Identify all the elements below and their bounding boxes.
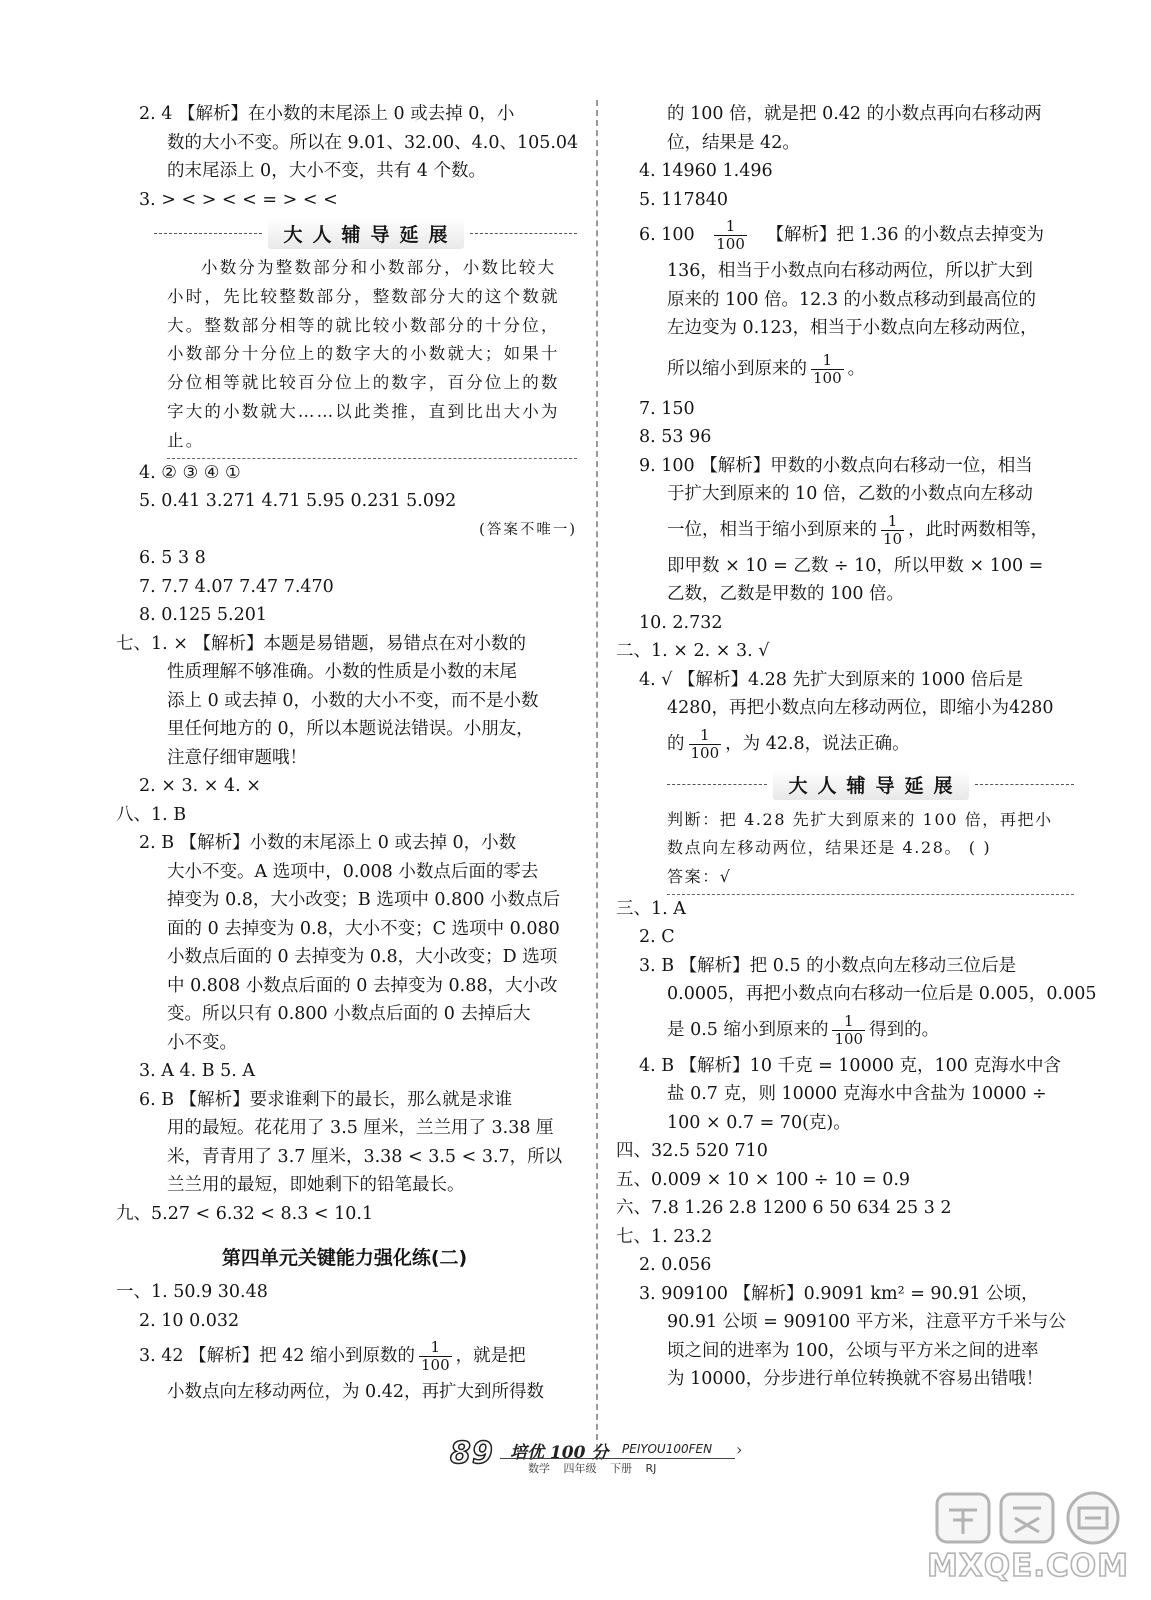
answer-line: 五、0.009 × 10 × 100 ÷ 10 = 0.9 xyxy=(616,1169,911,1190)
answer-line: 100 × 0.7 = 70(克)。 xyxy=(667,1112,851,1133)
answer-line: 兰兰用的最短，即她剩下的铅笔最长。 xyxy=(167,1175,465,1196)
column-divider xyxy=(596,100,598,1460)
answer-line: 大小不变。A 选项中，0.008 小数点后面的零去 xyxy=(167,861,539,882)
answer-line: 2. 4 【解析】在小数的末尾添上 0 或去掉 0，小 xyxy=(139,104,515,124)
answer-text: 的 xyxy=(667,733,685,754)
answer-line: 原来的 100 倍。12.3 的小数点移动到最高位的 xyxy=(667,289,1037,310)
answer-line: 中 0.808 小数点后面的 0 去掉变为 0.88，大小改 xyxy=(167,975,558,996)
answer-line: 的末尾添上 0，大小不变，共有 4 个数。 xyxy=(167,161,486,181)
answer-text: 一位，相当于缩小到原来的 xyxy=(667,519,877,540)
fraction-numerator: 1 xyxy=(714,218,747,236)
answer-line: 10. 2.732 xyxy=(639,612,723,633)
answer-line xyxy=(612,214,1074,257)
extension-line: 答案：√ xyxy=(667,867,732,887)
fraction xyxy=(689,727,722,762)
watermark xyxy=(923,1488,1133,1592)
fraction xyxy=(811,352,844,387)
extension-banner xyxy=(667,768,1074,802)
answer-text: 。 xyxy=(847,358,866,379)
watermark-text: MXQE.COM xyxy=(926,1548,1129,1584)
answer-line: 于扩大到原来的 10 倍，乙数的小数点向左移动 xyxy=(667,484,1033,504)
fraction-denominator: 100 xyxy=(813,368,842,387)
banner-title: 大人辅导延展 xyxy=(268,218,464,249)
answer-line: 注意仔细审题哦！ xyxy=(167,747,307,768)
answer-text: 是 0.5 缩小到原来的 xyxy=(667,1019,829,1040)
answer-text: ，就是把 xyxy=(455,1346,526,1367)
answer-line: 3. > < > < < = > < < xyxy=(139,189,338,210)
answer-line: 4. ② ③ ④ ① xyxy=(139,462,241,483)
fraction-numerator: 1 xyxy=(689,727,722,745)
answer-line: 盐 0.7 克，则 10000 克海水中含盐为 10000 ÷ xyxy=(667,1084,1047,1105)
extension-line: 小数部分十分位上的数字大的小数就大；如果十 xyxy=(167,344,560,364)
answer-line: 6. B 【解析】要求谁剩下的最长，那么就是求谁 xyxy=(139,1089,513,1110)
answer-line: 一、1. 50.9 30.48 xyxy=(116,1282,268,1303)
brand-name-en: PEIYOU100FEN xyxy=(622,1442,713,1456)
answer-line: 变。所以只有 0.800 小数点后面的 0 去掉后大 xyxy=(167,1004,531,1025)
watermark-logo-icon xyxy=(923,1488,1133,1548)
extension-text xyxy=(612,806,1074,895)
answer-line: 面的 0 去掉变为 0.8，大小不变；C 选项中 0.080 xyxy=(167,918,560,939)
answer-line: 0.0005，再把小数点向右移动一位后是 0.005，0.005 xyxy=(667,984,1097,1005)
answer-line: 用的最短。花花用了 3.5 厘米，兰兰用了 3.38 厘 xyxy=(167,1118,554,1139)
extension-line: 止。 xyxy=(167,430,205,450)
answer-line: 里任何地方的 0，所以本题说法错误。小朋友， xyxy=(167,719,534,740)
fraction-numerator: 1 xyxy=(811,352,844,370)
fraction-denominator: 100 xyxy=(420,1356,450,1375)
answer-line: 数的大小不变。所以在 9.01、32.00、4.0、105.04 xyxy=(167,132,579,153)
fraction xyxy=(832,1013,865,1048)
extension-line: 小数分为整数部分和小数部分，小数比较大 xyxy=(201,258,557,277)
answer-text: ，此时两数相等， xyxy=(908,519,1049,540)
extension-banner xyxy=(154,216,577,250)
answer-line: 位，结果是 42。 xyxy=(667,132,800,153)
page-number: 89 xyxy=(450,1436,494,1471)
answer-line: 小不变。 xyxy=(167,1032,237,1053)
answer-line: 3. 909100 【解析】0.9091 km² = 90.91 公顷， xyxy=(639,1283,1039,1304)
answer-text: 【解析】把 1.36 的小数点去掉变为 xyxy=(766,225,1045,245)
answer-line: 5. 0.41 3.271 4.71 5.95 0.231 5.092 xyxy=(139,491,457,512)
answer-line: 性质理解不够准确。小数的性质是小数的末尾 xyxy=(167,662,517,683)
answer-line: 左边变为 0.123，相当于小数点向左移动两位， xyxy=(667,318,1038,338)
extension-line: 字大的小数就大……以此类推，直到比出大小为 xyxy=(167,401,560,421)
fraction xyxy=(419,1339,452,1374)
answer-text: 6. 100 xyxy=(639,225,695,245)
answer-line: 为 10000，分步进行单位转换就不容易出错哦！ xyxy=(667,1369,1044,1390)
answer-text: 得到的。 xyxy=(869,1019,940,1040)
answer-line: 小数点后面的 0 去掉变为 0.8，大小改变；D 选项 xyxy=(167,947,558,968)
answer-line xyxy=(612,1009,1074,1052)
answer-line: 9. 100 【解析】甲数的小数点向右移动一位，相当 xyxy=(639,455,1033,476)
extension-line: 数点向左移动两位，结果还是 4.28。 ( ) xyxy=(667,838,992,858)
left-column xyxy=(112,100,577,1407)
answer-line xyxy=(612,509,1074,552)
answer-line: 3. B 【解析】把 0.5 的小数点向左移动三位后是 xyxy=(639,955,1017,976)
answer-line: 8. 53 96 xyxy=(639,427,712,447)
answer-text: ，为 42.8，说法正确。 xyxy=(725,733,910,754)
banner-title: 大人辅导延展 xyxy=(773,769,969,800)
answer-line xyxy=(612,343,1074,395)
answer-line: 2. C xyxy=(639,927,675,948)
answer-line xyxy=(612,723,1074,766)
answer-line: 添上 0 或去掉 0，小数的大小不变，而不是小数 xyxy=(167,690,539,711)
fraction-numerator: 1 xyxy=(881,513,904,531)
answer-line: 的 100 倍，就是把 0.42 的小数点再向右移动两 xyxy=(667,104,1042,124)
answer-line: 3. A 4. B 5. A xyxy=(139,1061,256,1082)
answer-line: 小数点向左移动两位，为 0.42，再扩大到所得数 xyxy=(167,1382,545,1403)
extension-line: 大。整数部分相等的就比较小数部分的十分位， xyxy=(167,315,560,335)
banner-dash-left xyxy=(154,233,262,234)
footer-underline xyxy=(500,1458,735,1459)
banner-dash-right xyxy=(975,784,1075,785)
chevron-right-icon: › xyxy=(736,1440,743,1459)
right-column xyxy=(612,100,1097,1394)
answer-line: 顷之间的进率为 100，公顷与平方米之间的进率 xyxy=(667,1340,1039,1361)
answer-line: 掉变为 0.8，大小改变；B 选项中 0.800 小数点后 xyxy=(167,890,561,911)
fraction-numerator: 1 xyxy=(832,1013,865,1031)
extension-line: 分位相等就比较百分位上的数字，百分位上的数 xyxy=(167,373,560,393)
answer-line: 4. 14960 1.496 xyxy=(639,161,773,181)
answer-line: 90.91 公顷 = 909100 平方米，注意平方千米与公 xyxy=(667,1312,1066,1333)
answer-line: 七、1. × 【解析】本题是易错题，易错点在对小数的 xyxy=(116,633,526,654)
book-info: 数学 四年级 下册 RJ xyxy=(528,1462,657,1475)
fraction-denominator: 100 xyxy=(834,1029,864,1048)
answer-line: 2. B 【解析】小数的末尾添上 0 或去掉 0，小数 xyxy=(139,833,517,854)
answer-line: 8. 0.125 5.201 xyxy=(139,605,268,626)
answer-line: 六、7.8 1.26 2.8 1200 6 50 634 25 3 2 xyxy=(616,1198,952,1219)
answer-text: 所以缩小到原来的 xyxy=(667,358,807,379)
answer-line: 7. 150 xyxy=(639,398,695,419)
answer-line: 四、32.5 520 710 xyxy=(616,1141,768,1162)
extension-text xyxy=(112,254,577,459)
fraction xyxy=(881,513,904,548)
fraction xyxy=(714,218,747,253)
answer-line: 5. 117840 xyxy=(639,189,729,210)
banner-dash-left xyxy=(667,784,767,785)
answer-line: 乙数，乙数是甲数的 100 倍。 xyxy=(667,584,905,604)
answer-line: 米，青青用了 3.7 厘米，3.38 < 3.5 < 3.7，所以 xyxy=(167,1146,563,1167)
fraction-denominator: 10 xyxy=(883,529,903,548)
extension-line: 判断：把 4.28 先扩大到原来的 100 倍，再把小 xyxy=(667,809,1053,829)
answer-note: (答案不唯一) xyxy=(479,521,577,538)
answer-line: 九、5.27 < 6.32 < 8.3 < 10.1 xyxy=(116,1203,374,1224)
answer-line: 136，相当于小数点向右移动两位，所以扩大到 xyxy=(667,261,1033,281)
answer-line: 八、1. B xyxy=(116,804,187,825)
answer-line: 4. B 【解析】10 千克 = 10000 克，100 克海水中含 xyxy=(639,1055,1061,1076)
answer-line: 2. 10 0.032 xyxy=(139,1310,240,1331)
fraction-denominator: 100 xyxy=(690,743,720,762)
fraction-numerator: 1 xyxy=(419,1339,452,1357)
answer-line: 7. 7.7 4.07 7.47 7.470 xyxy=(139,576,334,597)
answer-line: 4. √ 【解析】4.28 先扩大到原来的 1000 倍后是 xyxy=(639,669,1024,690)
brand-name: 培优 100 分 xyxy=(510,1443,609,1463)
extension-line: 小时，先比较整数部分，整数部分大的这个数就 xyxy=(167,286,560,306)
answer-text: 3. 42 【解析】把 42 缩小到原数的 xyxy=(139,1346,415,1367)
answer-line: 4280，再把小数点向左移动两位，即缩小为4280 xyxy=(667,698,1054,718)
answer-line: 七、1. 23.2 xyxy=(616,1226,713,1247)
answer-line: 2. × 3. × 4. × xyxy=(139,776,261,797)
answer-line: 6. 5 3 8 xyxy=(139,548,206,569)
page-footer xyxy=(440,1436,780,1478)
answer-line: 二、1. × 2. × 3. √ xyxy=(616,641,770,661)
answer-line: 三、1. A xyxy=(616,898,686,919)
answer-line xyxy=(112,1335,577,1378)
answer-line: 2. 0.056 xyxy=(639,1255,712,1276)
fraction-denominator: 100 xyxy=(716,235,745,253)
answer-line: 即甲数 × 10 = 乙数 ÷ 10，所以甲数 × 100 = xyxy=(667,555,1044,576)
section-title: 第四单元关键能力强化练(二) xyxy=(221,1247,468,1270)
banner-dash-right xyxy=(470,233,578,234)
